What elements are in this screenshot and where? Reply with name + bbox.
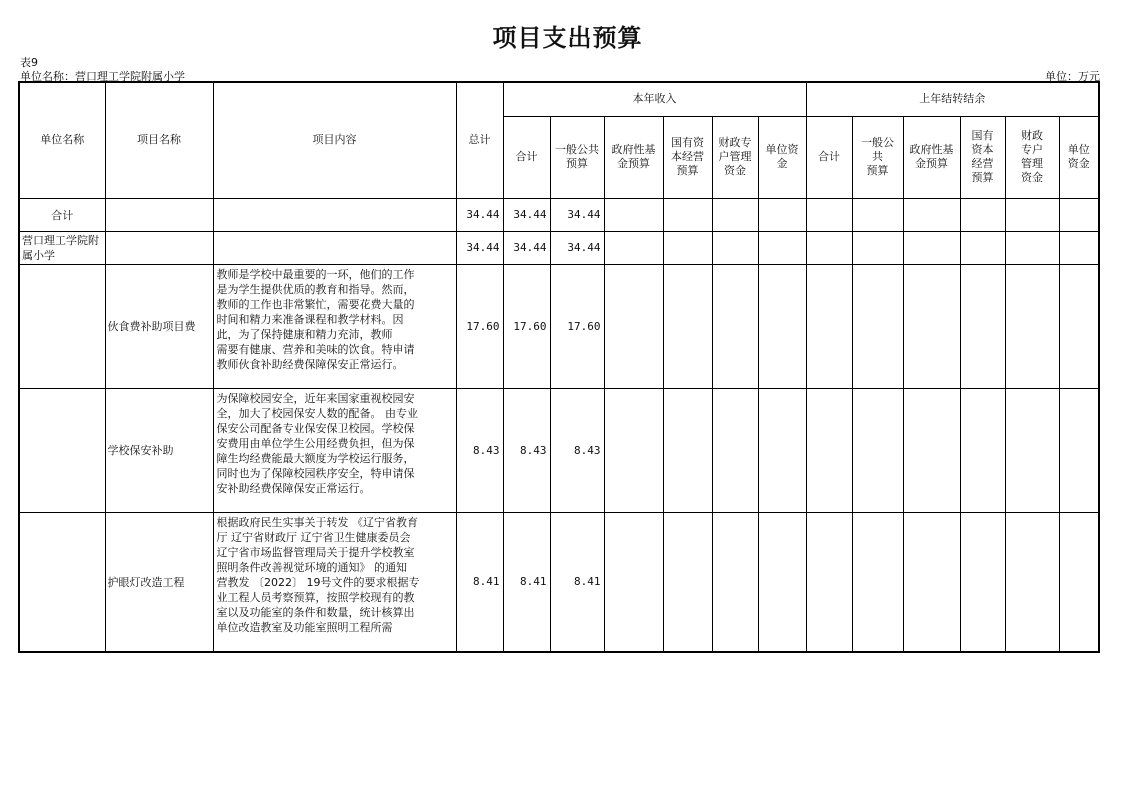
table-row [19,231,1099,264]
cell-unit [19,388,105,512]
header-carry-fiscal-special: 财政 专户 管理 资金 [1005,116,1059,198]
cell-total: 17.60 [456,264,503,388]
header-current-income: 本年收入 [503,82,806,116]
cell-content: 教师是学校中最重要的一环，他们的工作 是为学生提供优质的教育和指导。然而， 教师的工作也非常繁忙，需要花费大量的 时间和精力来准备课程和教学材料。因 此，为了保持健康和精力充沛，教师 需要有健康、营养和美味的饮食。特申请 教师伙食补助经费保障保安正常运行。 [213,264,456,388]
cell-general: 17.60 [550,264,604,388]
header-carryover: 上年结转结余 [806,82,1099,116]
header-state-capital: 国有资 本经营 预算 [663,116,712,198]
cell-unit [19,264,105,388]
header-carry-unit-funds: 单位 资金 [1059,116,1099,198]
cell-sum: 34.44 [503,198,550,231]
header-carry-state-capital: 国有 资本 经营 预算 [960,116,1005,198]
header-gov-fund: 政府性基 金预算 [604,116,663,198]
table-row [19,388,1099,512]
cell-general: 8.41 [550,512,604,652]
cell-project: 护眼灯改造工程 [105,512,213,652]
header-project-name: 项目名称 [105,82,213,198]
cell-general: 34.44 [550,198,604,231]
cell-sum: 8.43 [503,388,550,512]
cell-unit: 营口理工学院附属小学 [19,231,105,264]
header-fiscal-special: 财政专 户管理 资金 [712,116,758,198]
cell-project: 学校保安补助 [105,388,213,512]
header-unit-name: 单位名称 [19,82,105,198]
table-row [19,512,1099,652]
cell-content [213,231,456,264]
currency-unit-label: 单位：万元 [1045,70,1100,83]
header-unit-funds: 单位资 金 [758,116,806,198]
unit-name-label: 单位名称：营口理工学院附属小学 [20,70,185,83]
page-title: 项目支出预算 [492,24,643,52]
cell-total: 8.43 [456,388,503,512]
cell-unit [19,512,105,652]
cell-project [105,198,213,231]
cell-general: 34.44 [550,231,604,264]
header-general-budget: 一般公共 预算 [550,116,604,198]
cell-general: 8.43 [550,388,604,512]
header-sum: 合计 [503,116,550,198]
table-row [19,198,1099,231]
cell-sum: 8.41 [503,512,550,652]
cell-total: 34.44 [456,231,503,264]
budget-table [18,81,1100,653]
cell-content: 根据政府民生实事关于转发 《辽宁省教育 厅 辽宁省财政厅 辽宁省卫生健康委员会 辽宁省市场监督管理局关于提升学校教室 照明条件改善视觉环境的通知》 的通知 营教发 〔2022〕 19号文件的要求根据专 业工程人员考察预算，按照学校现有的教 室以及功能室的条件和数量，统计核算出 单位改造教室及功能室照明工程所需 [213,512,456,652]
header-total: 总计 [456,82,503,198]
cell-total: 34.44 [456,198,503,231]
cell-project [105,231,213,264]
table-row [19,264,1099,388]
table-number: 表9 [20,56,38,69]
cell-content [213,198,456,231]
header-carry-general-budget: 一般公 共 预算 [852,116,903,198]
cell-sum: 34.44 [503,231,550,264]
cell-unit: 合计 [19,198,105,231]
cell-content: 为保障校园安全，近年来国家重视校园安 全，加大了校园保安人数的配备。 由专业 保安公司配备专业保安保卫校园。学校保 安费用由单位学生公用经费负担，但为保 障生均经费能最大额度为学校运行服务， 同时也为了保障校园秩序安全，特申请保 安补助经费保障保安正常运行。 [213,388,456,512]
cell-total: 8.41 [456,512,503,652]
cell-sum: 17.60 [503,264,550,388]
header-carry-gov-fund: 政府性基 金预算 [903,116,960,198]
header-project-content: 项目内容 [213,82,456,198]
cell-project: 伙食费补助项目费 [105,264,213,388]
header-carry-sum: 合计 [806,116,852,198]
